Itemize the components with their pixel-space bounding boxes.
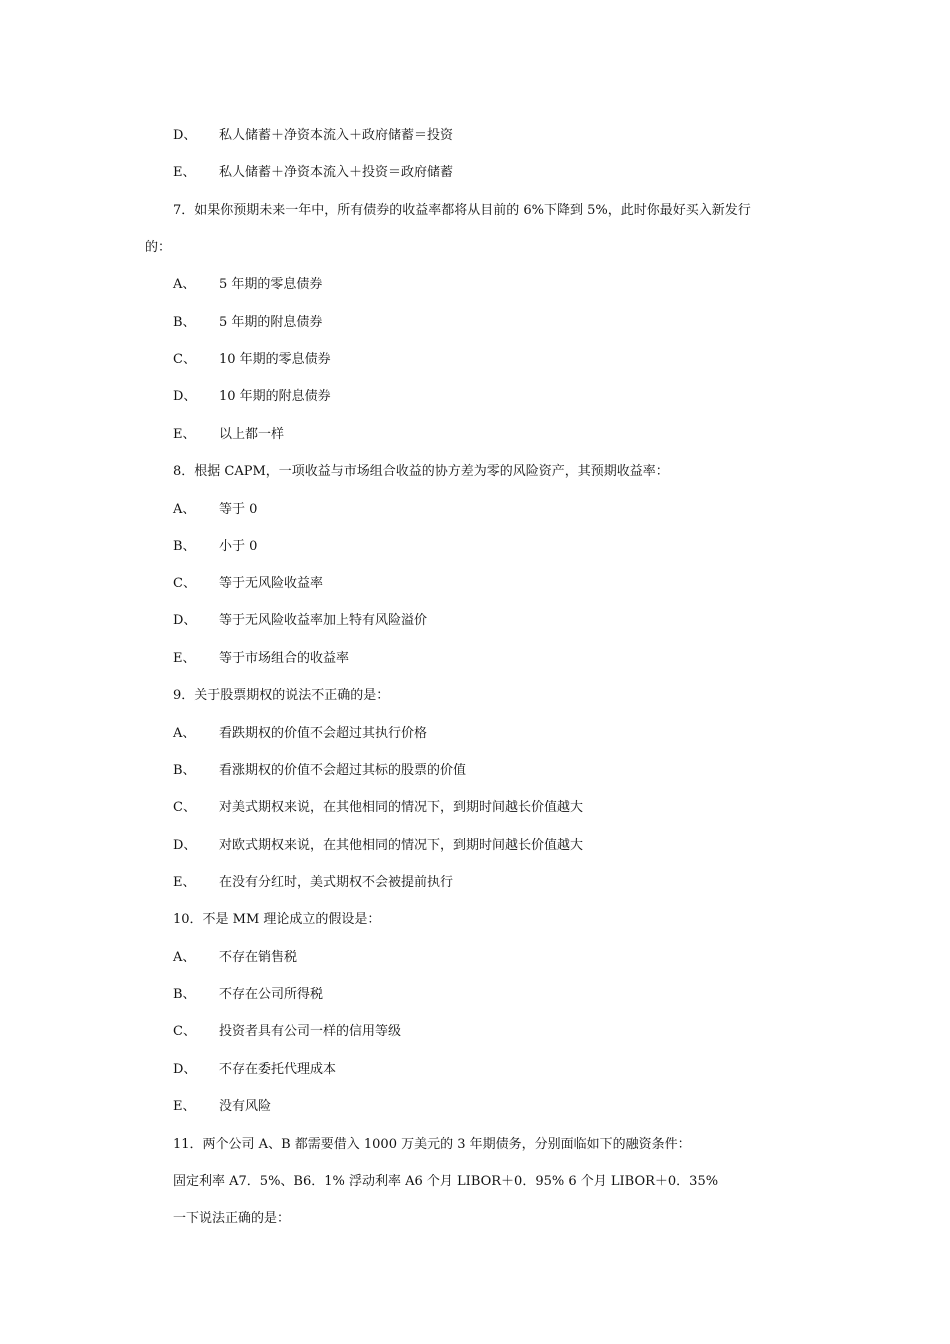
option-text: 在没有分红时，美式期权不会被提前执行 — [219, 875, 454, 890]
option-letter: D、 — [173, 838, 197, 853]
option-text: 私人储蓄＋净资本流入＋政府储蓄＝投资 — [219, 128, 454, 143]
option-text: 不存在公司所得税 — [219, 987, 324, 1002]
option-text: 看跌期权的价值不会超过其执行价格 — [219, 726, 428, 741]
option-text: 小于 0 — [219, 539, 258, 554]
option-text: 对欧式期权来说，在其他相同的情况下，到期时间越长价值越大 — [219, 838, 584, 853]
option-letter: B、 — [173, 315, 196, 330]
option-letter: E、 — [173, 651, 196, 666]
question-stem: 10．不是 MM 理论成立的假设是： — [173, 912, 381, 927]
option-text: 私人储蓄＋净资本流入＋投资＝政府储蓄 — [219, 165, 454, 180]
option-letter: C、 — [173, 576, 196, 591]
option-text: 以上都一样 — [219, 427, 285, 442]
option-letter: E、 — [173, 427, 196, 442]
option-letter: C、 — [173, 1024, 196, 1039]
option-letter: B、 — [173, 987, 196, 1002]
option-letter: D、 — [173, 1062, 197, 1077]
option-letter: E、 — [173, 875, 196, 890]
option-letter: A、 — [173, 277, 196, 292]
option-letter: E、 — [173, 165, 196, 180]
option-text: 10 年期的附息债券 — [219, 389, 331, 404]
option-text: 不存在委托代理成本 — [219, 1062, 337, 1077]
question-stem-continuation: 的： — [145, 240, 172, 255]
option-letter: A、 — [173, 950, 196, 965]
question-stem: 7．如果你预期未来一年中，所有债券的收益率都将从目前的 6%下降到 5%，此时你最好买入新发行 — [173, 203, 751, 218]
option-letter: D、 — [173, 613, 197, 628]
question-prompt: 一下说法正确的是： — [173, 1211, 291, 1226]
option-text: 5 年期的零息债券 — [219, 277, 323, 292]
rate-conditions: 固定利率 A7．5%、B6．1% 浮动利率 A6 个月 LIBOR＋0．95% 6 个月 LIBOR＋0．35% — [173, 1174, 719, 1189]
question-stem: 8．根据 CAPM，一项收益与市场组合收益的协方差为零的风险资产，其预期收益率： — [173, 464, 669, 479]
option-text: 等于 0 — [219, 502, 258, 517]
option-letter: A、 — [173, 726, 196, 741]
option-text: 投资者具有公司一样的信用等级 — [219, 1024, 402, 1039]
option-text: 等于无风险收益率加上特有风险溢价 — [219, 613, 428, 628]
option-text: 没有风险 — [219, 1099, 272, 1114]
option-text: 对美式期权来说，在其他相同的情况下，到期时间越长价值越大 — [219, 800, 584, 815]
option-letter: D、 — [173, 128, 197, 143]
option-text: 不存在销售税 — [219, 950, 298, 965]
option-text: 等于市场组合的收益率 — [219, 651, 350, 666]
option-letter: C、 — [173, 800, 196, 815]
option-letter: D、 — [173, 389, 197, 404]
option-letter: E、 — [173, 1099, 196, 1114]
option-letter: B、 — [173, 539, 196, 554]
option-text: 5 年期的附息债券 — [219, 315, 323, 330]
question-stem: 9．关于股票期权的说法不正确的是： — [173, 688, 390, 703]
option-text: 10 年期的零息债券 — [219, 352, 331, 367]
option-letter: A、 — [173, 502, 196, 517]
option-text: 看涨期权的价值不会超过其标的股票的价值 — [219, 763, 467, 778]
option-letter: B、 — [173, 763, 196, 778]
question-stem: 11．两个公司 A、B 都需要借入 1000 万美元的 3 年期债务，分别面临如下的融资条件： — [173, 1137, 691, 1152]
option-letter: C、 — [173, 352, 196, 367]
option-text: 等于无风险收益率 — [219, 576, 324, 591]
